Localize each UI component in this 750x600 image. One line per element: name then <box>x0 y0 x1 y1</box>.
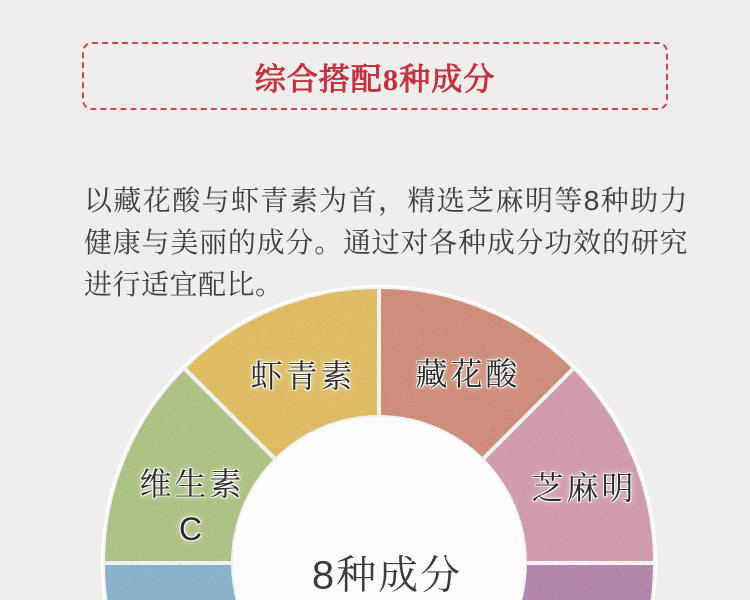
donut-center-label: 8种成分 <box>311 553 463 598</box>
segment-label-vitamin-c-line2: C <box>178 511 206 547</box>
section-title-box <box>82 42 668 110</box>
intro-paragraph: 以藏花酸与虾青素为首，精选芝麻明等8种助力健康与美丽的成分。通过对各种成分功效的研究进行适宜配比。 <box>84 185 688 300</box>
segment-label-vitamin-c <box>139 462 244 552</box>
segment-label-astaxanthin: 虾青素 <box>250 358 356 394</box>
segment-label-crocin: 藏花酸 <box>415 356 521 392</box>
segment-label-vitamin-c-line1: 维生素 <box>139 466 245 502</box>
segment-label-sesamin: 芝麻明 <box>531 470 637 506</box>
section-title: 综合搭配8种成分 <box>254 61 496 97</box>
